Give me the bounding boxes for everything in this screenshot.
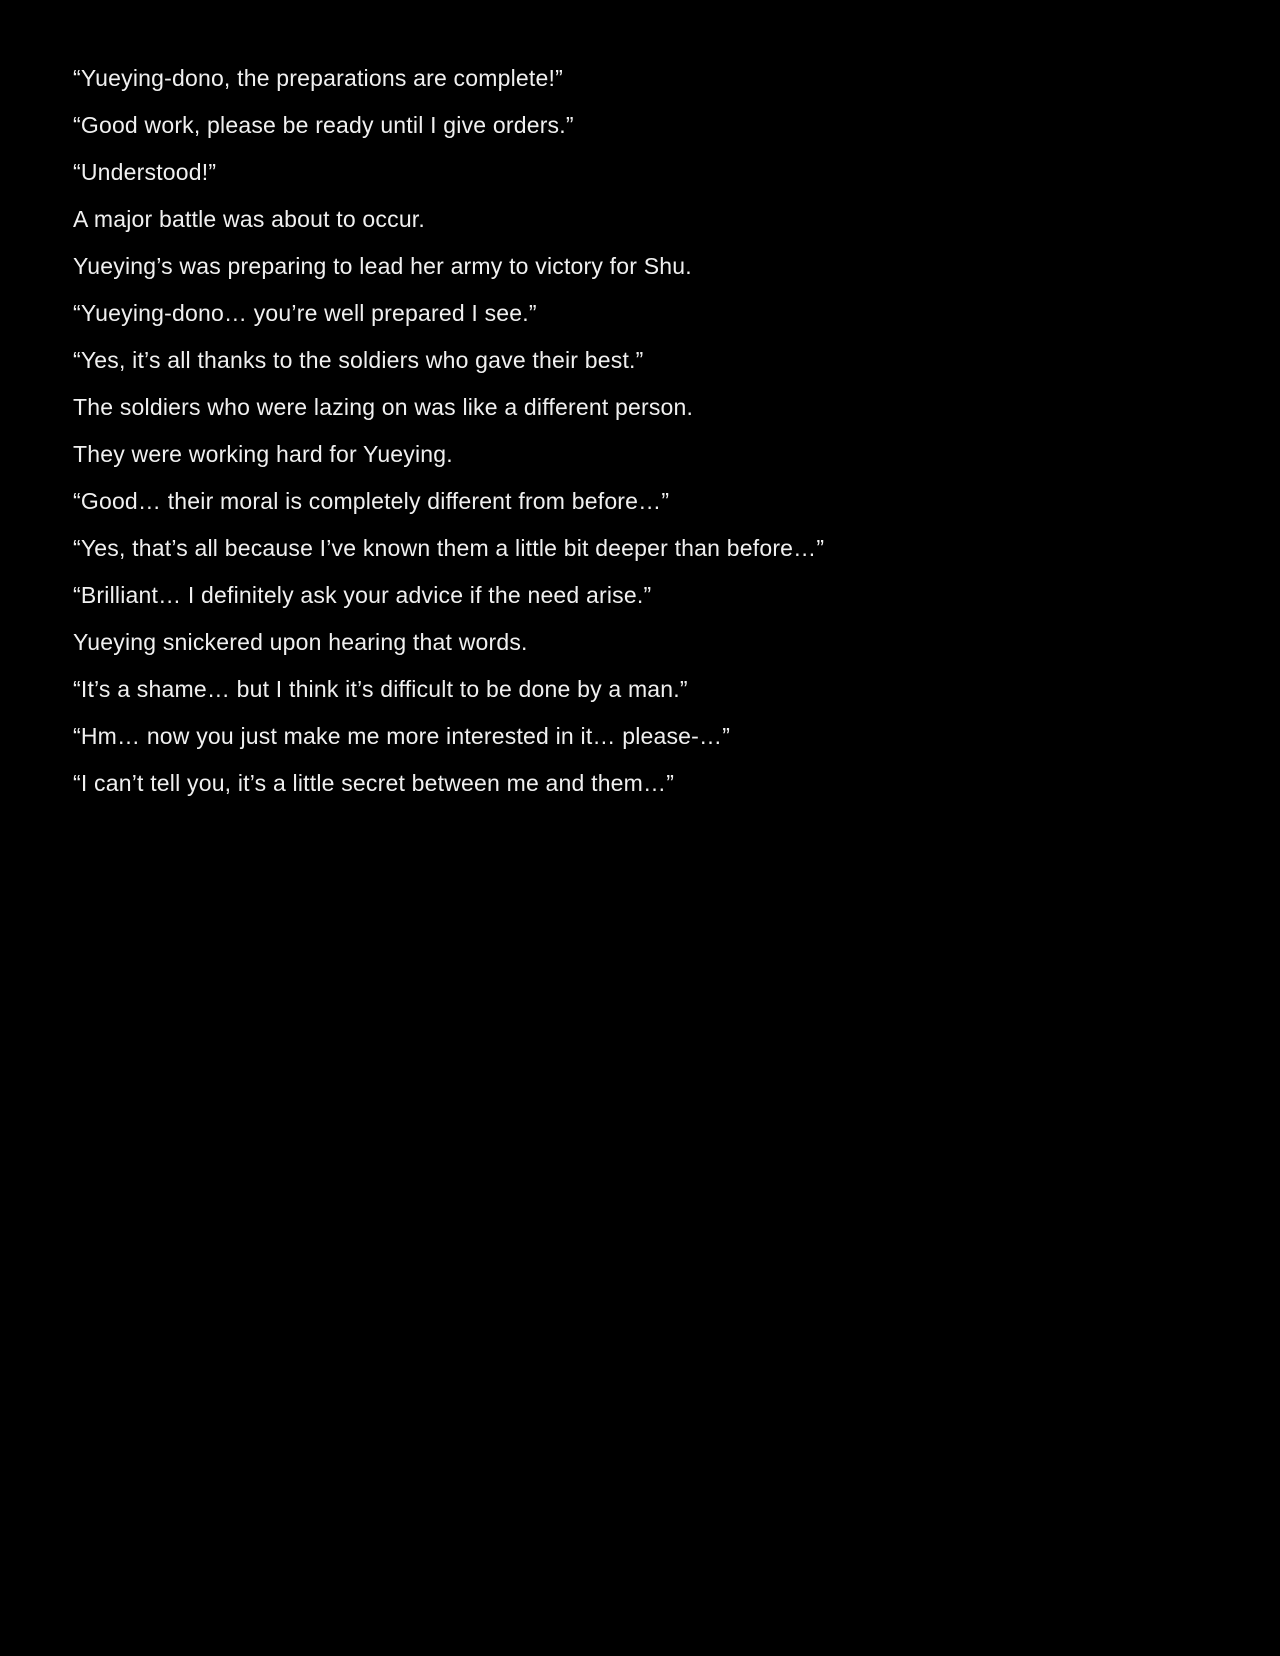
- text-line: “Yueying-dono… you’re well prepared I see.”: [73, 300, 537, 326]
- text-line: “Brilliant… I definitely ask your advice if the need arise.”: [73, 582, 652, 608]
- text-line: “Yes, it’s all thanks to the soldiers who gave their best.”: [73, 347, 644, 373]
- text-line: “It’s a shame… but I think it’s difficult to be done by a man.”: [73, 676, 688, 702]
- text-line: The soldiers who were lazing on was like a different person.: [73, 394, 694, 420]
- text-line: “I can’t tell you, it’s a little secret between me and them…”: [73, 770, 675, 796]
- text-line: They were working hard for Yueying.: [73, 441, 453, 467]
- text-line: “Good work, please be ready until I give orders.”: [73, 112, 574, 138]
- text-line: “Good… their moral is completely different from before…”: [73, 488, 670, 514]
- text-line: Yueying snickered upon hearing that words.: [73, 629, 528, 655]
- text-line: “Yes, that’s all because I’ve known them a little bit deeper than before…”: [73, 535, 825, 561]
- text-line: Yueying’s was preparing to lead her army to victory for Shu.: [73, 253, 692, 279]
- text-line: “Hm… now you just make me more interested in it… please-…”: [73, 723, 731, 749]
- text-line: “Understood!”: [73, 159, 217, 185]
- text-line: “Yueying-dono, the preparations are complete!”: [73, 65, 563, 91]
- text-line: A major battle was about to occur.: [73, 206, 425, 232]
